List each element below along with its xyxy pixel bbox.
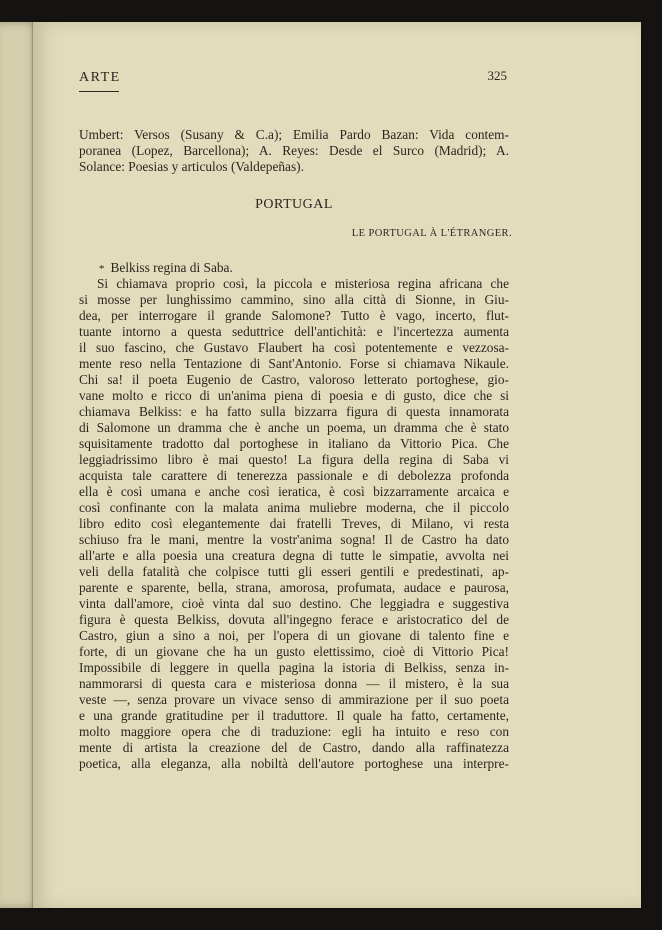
body-line: tuante intorno a questa seduttrice dell'antichità: e l'incertezza aumenta [79,324,509,339]
body-line: all'arte e alla poesia una creatura degna di tutte le simpatie, avvolta nei [79,548,509,563]
body-line: veste —, senza provare un vivace senso di ammirazione per il suo poeta [79,692,509,707]
body-line: forte, di un giovane che ha un gusto elettissimo, cioè di Vittorio Pica! [79,644,509,659]
body-line: Chi sa! il poeta Eugenio de Castro, valoroso letterato portoghese, gio- [79,372,509,387]
body-line: vinta dall'amore, cioè vinta dal suo destino. Che leggiadra e suggestiva [79,596,509,611]
body-line: mente reso nella Tentazione di Sant'Antonio. Forse si chiamava Nikaule. [79,356,509,371]
running-head [79,70,507,92]
body-line: dea, per interrogare il grande Salomone? Tutto è vago, incerto, flut- [79,308,509,323]
body-line: ella è così umana e anche così ieratica, è così bizzarramente arcaica e [79,484,509,499]
citation-line: Umbert: Versos (Susany & C.a); Emilia Pardo Bazan: Vida contem- [79,127,509,142]
article-body [79,276,509,772]
body-line: parente e sparente, bella, strana, amorosa, profumata, audace e paurosa, [79,580,509,595]
running-title-underline [79,91,119,92]
body-line: nammorarsi di questa cara e misteriosa donna — il mistero, è la sua [79,676,509,691]
body-line: poetica, alla eleganza, alla nobiltà dell'autore portoghese una interpre- [79,756,509,771]
page-number: 325 [487,68,507,83]
body-line: chiamava Belkiss: e ha fatto sulla bizzarra figura di questa innamorata [79,404,509,419]
running-title: ARTE [79,70,121,85]
body-line: Si chiamava proprio così, la piccola e misteriosa regina africana che [97,276,509,291]
body-line: molto maggiore opera che di traduzione: egli ha intuito e reso con [79,724,509,739]
body-line: di Salomone un dramma che è anche un poema, un dramma che è stato [79,420,509,435]
subheading: LE PORTUGAL À L'ÉTRANGER. [351,228,512,239]
body-line: figura è questa Belkiss, dovuta all'ingegno ferace e aristocratico del de [79,612,509,627]
body-line: così confinante con la malata anima muliebre moderna, che il piccolo [79,500,509,515]
body-line: libro edito così elegantemente dai fratelli Treves, di Milano, vi resta [79,516,509,531]
body-line: si mosse per lunghissimo cammino, sino alla città di Sionne, in Giu- [79,292,509,307]
asterisk-marker: * [99,263,105,275]
section-title: PORTUGAL [255,197,333,212]
body-line: e una grande gratitudine per il traduttore. Il quale ha fatto, certamente, [79,708,509,723]
body-line: veli della fatalità che colpisce tutti gli esseri gentili e predestinati, ap- [79,564,509,579]
citation-paragraph [79,127,509,175]
body-line: vane molto e ricco di un'anima piena di poesia e di gusto, dice che si [79,388,509,403]
citation-line: Solance: Poesias y articulos (Valdepeñas). [79,159,304,174]
body-line: acquista tale carattere di tenerezza passionale e di debolezza profonda [79,468,509,483]
citation-line: poranea (Lopez, Barcellona); A. Reyes: Desde el Surco (Madrid); A. [79,143,509,158]
body-line: schiuso fra le mani, mentre la vostr'anima sogna! Il de Castro ha dato [79,532,509,547]
body-line: mente di artista la creazione del de Castro, dando alla raffinatezza [79,740,509,755]
item-title-line [79,260,509,277]
body-line: leggiadrissimo libro è mai questo! La figura della regina di Saba vi [79,452,509,467]
item-title: Belkiss regina di Saba. [110,260,233,275]
body-line: Castro, giun a sino a noi, per l'opera di un giovane di talento fine e [79,628,509,643]
body-line: il suo fascino, che Gustavo Flaubert ha così potentemente e vezzosa- [79,340,509,355]
body-line: squisitamente tradotto dal portoghese in italiano da Vittorio Pica. Che [79,436,509,451]
body-line: Impossibile di leggere in quella pagina la istoria di Belkiss, senza in- [79,660,509,675]
